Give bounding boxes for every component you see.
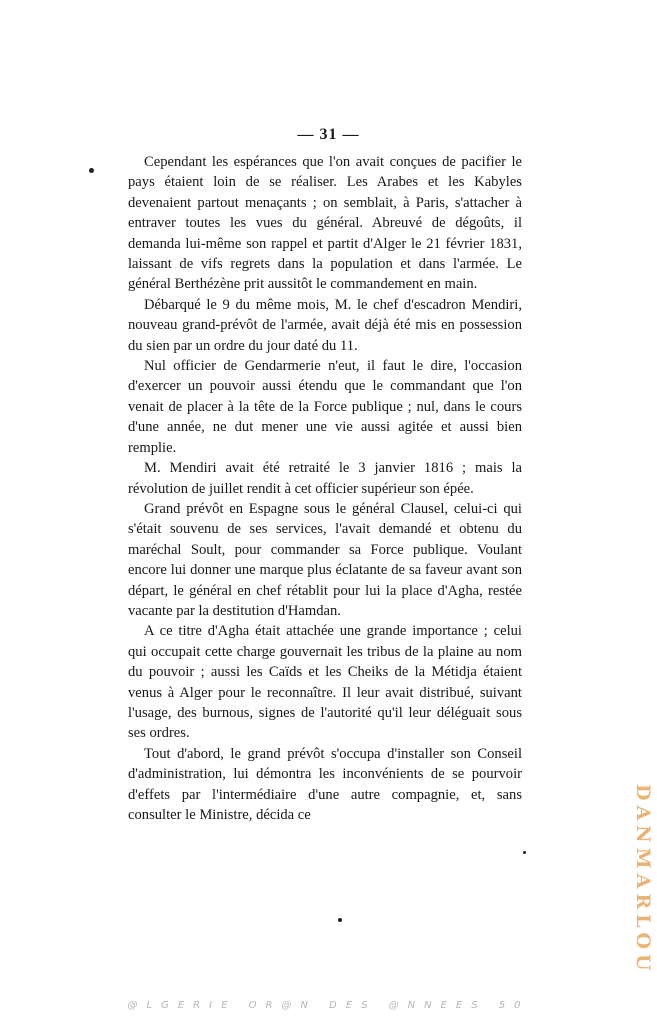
paragraph: Débarqué le 9 du même mois, M. le chef d'escadron Mendiri, nouveau grand-prévôt de l'armée, avait déjà été mis en possession du sien par un ordre du jour daté du 11. <box>128 296 522 354</box>
paragraph: M. Mendiri avait été retraité le 3 janvier 1816 ; mais la révolution de juillet rendit à cet officier supérieur son épée. <box>128 460 522 497</box>
page-number: — 31 — <box>297 126 360 143</box>
ink-speck <box>523 851 526 854</box>
footer-watermark: @LGERIE OR@N DES @NNEES 50 <box>127 1000 530 1011</box>
paragraph: Grand prévôt en Espagne sous le général Clausel, celui-ci qui s'était souvenu de ses services, l'avait demandé et obtenu du maréchal Soult, pour commander sa Force publique. Voulant encore lui donner une marque plus éclatante de sa faveur avant son départ, le général en chef rétablit pour lui la place d'Agha, restée vacante par la destitution d'Hamdan. <box>128 500 522 619</box>
ink-speck <box>89 168 94 173</box>
paragraph: Tout d'abord, le grand prévôt s'occupa d'installer son Conseil d'administration, lui démontra les inconvénients de se pourvoir d'effets par l'intermédiaire d'une autre compagnie, et, sans consulter le Ministre, décida ce <box>128 745 522 823</box>
vertical-watermark-text: DANMARLOU <box>632 784 654 976</box>
ink-speck <box>338 918 342 922</box>
paragraph: A ce titre d'Agha était attachée une grande importance ; celui qui occupait cette charge gouvernait les tribus de la plaine au nom du pouvoir ; aussi les Caïds et les Cheiks de la Métidja étaient venus à Alger pour le reconnaître. Il leur avait distribué, suivant l'usage, des burnous, signes de l'autorité qu'il leur déléguait sous ses ordres. <box>128 623 522 742</box>
vertical-watermark <box>630 770 656 990</box>
body-text <box>128 152 522 825</box>
paragraph: Cependant les espérances que l'on avait conçues de pacifier le pays étaient loin de se réaliser. Les Arabes et les Kabyles devenaient partout menaçants ; on semblait, à Paris, s'attacher à entraver toutes les vues du général. Abreuvé de dégoûts, il demanda lui-même son rappel et partit d'Alger le 21 février 1831, laissant de vifs regrets dans la population et dans l'armée. Le général Berthézène prit aussitôt le commandement en main. <box>128 154 522 293</box>
paragraph: Nul officier de Gendarmerie n'eut, il faut le dire, l'occasion d'exercer un pouvoir aussi étendu que le commandant que l'on venait de placer à la tête de la Force publique ; nul, dans le cours d'une année, ne dut mener une vie aussi agitée et aussi bien remplie. <box>128 358 522 456</box>
